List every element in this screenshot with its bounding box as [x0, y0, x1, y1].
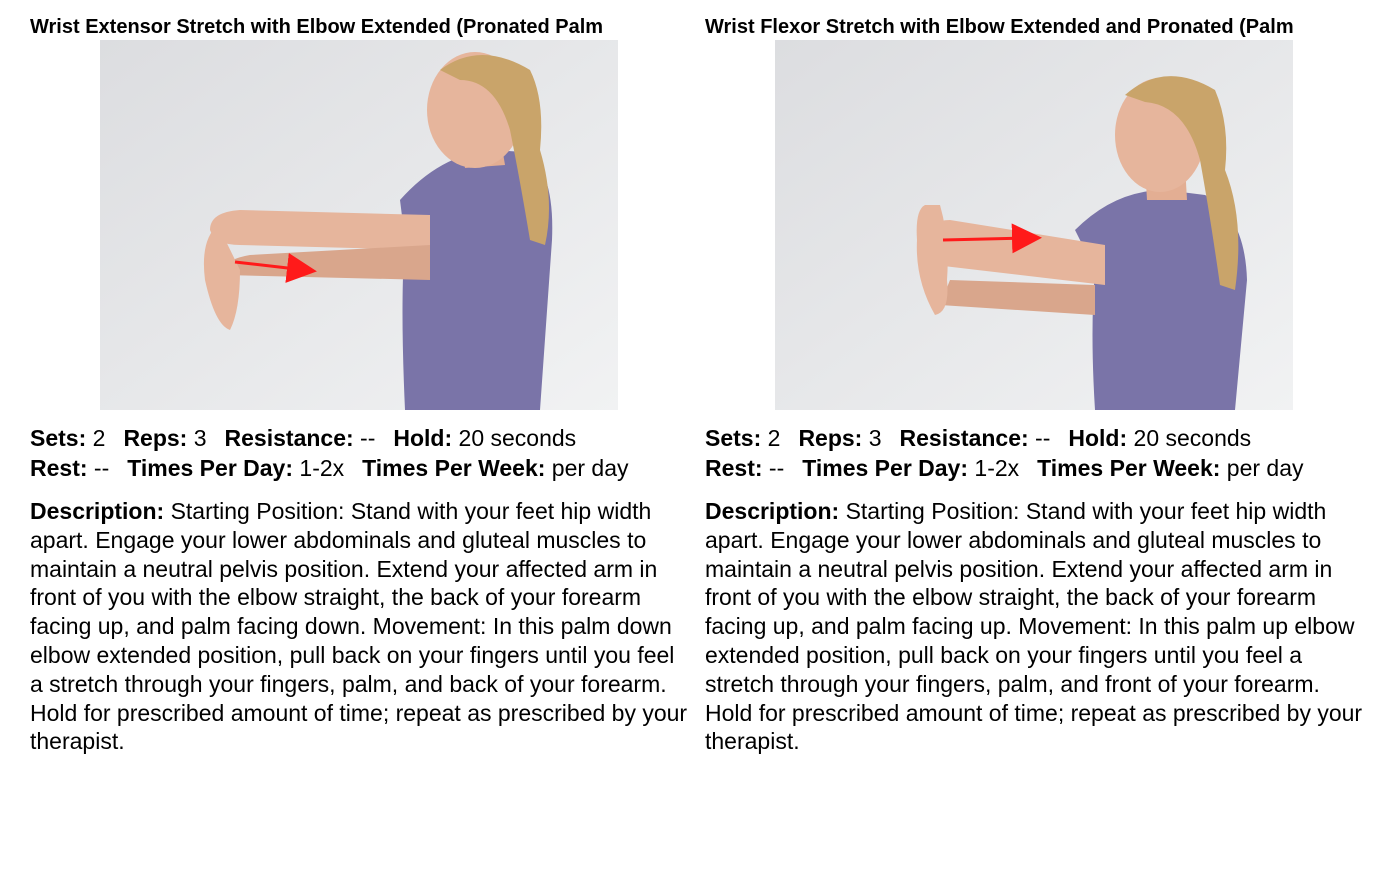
times-per-day-value: 1-2x — [299, 455, 345, 481]
exercise-photo — [775, 40, 1293, 410]
times-per-week-label: Times Per Week: — [362, 455, 546, 481]
exercise-parameters — [30, 423, 700, 483]
parameters-line-1 — [705, 423, 1375, 453]
exercise-parameters — [705, 423, 1375, 483]
times-per-day-value: 1-2x — [974, 455, 1020, 481]
times-per-week-value: per day — [551, 455, 629, 481]
exercise-illustration — [100, 40, 618, 410]
exercise-title: Wrist Flexor Stretch with Elbow Extended and Pronated (Palm — [705, 16, 1294, 38]
exercise-description — [705, 497, 1365, 756]
exercise-description — [30, 497, 690, 756]
resistance-value: -- — [1035, 425, 1051, 451]
rest-label: Rest: — [705, 455, 763, 481]
description-label: Description: — [30, 498, 165, 524]
reps-label: Reps: — [123, 425, 188, 451]
sets-label: Sets: — [30, 425, 87, 451]
reps-label: Reps: — [798, 425, 863, 451]
resistance-label: Resistance: — [899, 425, 1029, 451]
parameters-line-2 — [705, 453, 1375, 483]
times-per-week-label: Times Per Week: — [1037, 455, 1221, 481]
description-text: Starting Position: Stand with your feet hip width apart. Engage your lower abdominals and gluteal muscles to maintain a neutral pelvis position. Extend your affected arm in front of you with the elbow straight, the back of your forearm facing up, and palm facing down. Movement: In this palm down elbow extended position, pull back on your fingers until you feel a stretch through your fingers, palm, and back of your forearm. Hold for prescribed amount of time; repeat as prescribed by your therapist. — [30, 498, 688, 755]
rest-value: -- — [768, 455, 785, 481]
description-label: Description: — [705, 498, 840, 524]
rest-label: Rest: — [30, 455, 88, 481]
times-per-day-label: Times Per Day: — [127, 455, 294, 481]
hold-value: 20 seconds — [458, 425, 577, 451]
reps-value: 3 — [868, 425, 882, 451]
sets-value: 2 — [92, 425, 106, 451]
resistance-label: Resistance: — [224, 425, 354, 451]
sets-value: 2 — [767, 425, 781, 451]
resistance-value: -- — [360, 425, 376, 451]
times-per-day-label: Times Per Day: — [802, 455, 969, 481]
hold-label: Hold: — [1068, 425, 1128, 451]
exercise-title: Wrist Extensor Stretch with Elbow Extended (Pronated Palm — [30, 16, 604, 38]
parameters-line-1 — [30, 423, 700, 453]
reps-value: 3 — [193, 425, 207, 451]
sets-label: Sets: — [705, 425, 762, 451]
exercise-photo — [100, 40, 618, 410]
hold-label: Hold: — [393, 425, 453, 451]
hold-value: 20 seconds — [1133, 425, 1252, 451]
parameters-line-2 — [30, 453, 700, 483]
rest-value: -- — [93, 455, 110, 481]
description-text: Starting Position: Stand with your feet hip width apart. Engage your lower abdominals and gluteal muscles to maintain a neutral pelvis position. Extend your affected arm in front of you with the elbow straight, the back of your forearm facing up, and palm facing up. Movement: In this palm up elbow extended position, pull back on your fingers until you feel a stretch through your fingers, palm, and front of your forearm. Hold for prescribed amount of time; repeat as prescribed by your therapist. — [705, 498, 1363, 755]
exercise-illustration — [775, 40, 1293, 410]
times-per-week-value: per day — [1226, 455, 1304, 481]
